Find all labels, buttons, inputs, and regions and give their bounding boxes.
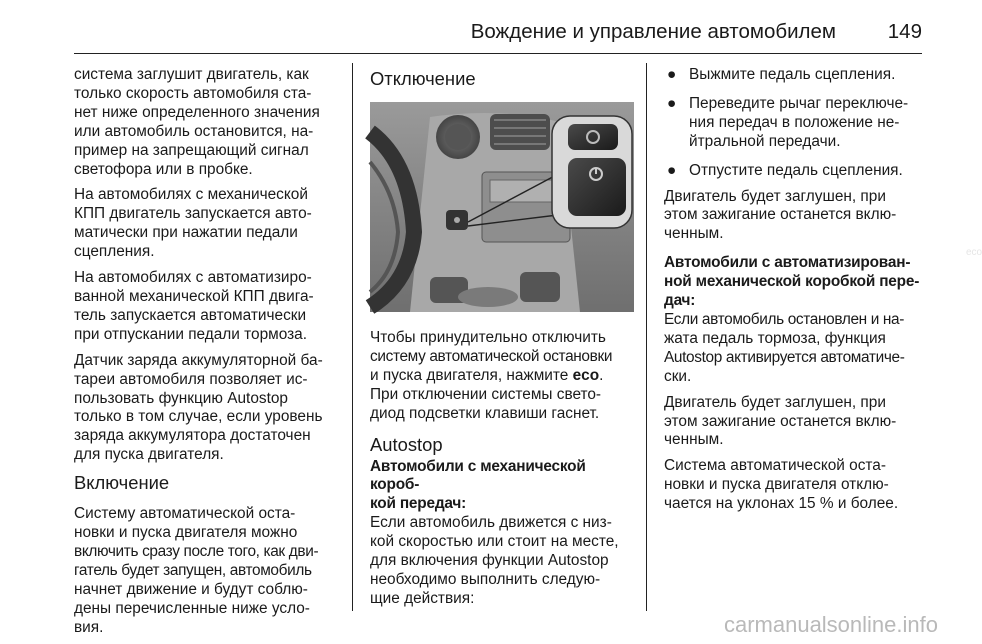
text-line: Двигатель будет заглушен, при — [664, 187, 886, 205]
column-divider — [646, 63, 647, 611]
text-line: Система автоматической оста- — [664, 457, 886, 475]
list-item — [664, 66, 928, 85]
text-line: кой скоростью или стоит на месте, — [370, 533, 619, 551]
section-heading-enable: Включение — [74, 472, 170, 494]
text-line: для пуска двигателя. — [74, 446, 224, 464]
text-line: ченным. — [664, 431, 724, 449]
text-line: матически при нажатии педали — [74, 224, 298, 242]
text-line: или автомобиль остановится, на- — [74, 122, 314, 140]
text-line: и пуска двигателя, нажмите — [370, 366, 573, 384]
text-line: заряда аккумулятора достаточен — [74, 427, 311, 445]
text-line: система заглушит двигатель, как — [74, 66, 309, 83]
text-line: ния передач в положение не- — [689, 113, 900, 131]
text-line: Отпустите педаль сцепления. — [689, 161, 903, 179]
text-line: пример на запрещающий сигнал — [74, 141, 309, 159]
bullet-icon: ● — [667, 66, 677, 83]
text-line: тель запускается автоматически — [74, 306, 307, 324]
text-line: кой передач: — [370, 495, 467, 513]
text-line: тареи автомобиля позволяет ис- — [74, 370, 308, 388]
text-line: необходимо выполнить следую- — [370, 570, 601, 588]
paragraph-battery-sensor — [74, 352, 346, 465]
text-line: йтральной передачи. — [689, 132, 841, 150]
paragraph-autostop-conditions — [370, 514, 634, 609]
bullet-icon: ● — [667, 94, 677, 112]
text-line: Переведите рычаг переключе- — [689, 94, 909, 112]
subheading-automated-gearbox — [664, 254, 928, 311]
paragraph-automated-activation — [664, 311, 928, 387]
text-line: дены перечисленные ниже усло- — [74, 599, 310, 617]
page-title: Вождение и управление автомобилем — [470, 20, 836, 43]
paragraph-enable — [74, 505, 346, 637]
column-1 — [74, 66, 346, 644]
text-line: новки и пуска двигателя отклю- — [664, 476, 889, 494]
column-divider — [352, 63, 353, 611]
column-3 — [664, 66, 928, 521]
text-line: ной механической коробкой пере- — [664, 273, 920, 291]
text-line: систему автоматической остановки — [370, 347, 613, 365]
text-line: только скорость автомобиля ста- — [74, 84, 312, 102]
text-line: этом зажигание останется вклю- — [664, 206, 897, 224]
eco-label: eco — [966, 247, 982, 258]
steps-list — [664, 66, 928, 181]
text-line: новки и пуска двигателя можно — [74, 524, 298, 542]
text-line: нет ниже определенного значения — [74, 103, 320, 121]
text-line: Автомобили с механической короб- — [370, 457, 586, 494]
punctuation: . — [599, 366, 604, 384]
text-line: Если автомобиль остановлен и на- — [664, 310, 905, 328]
list-item — [664, 95, 928, 152]
text-line: щие действия: — [370, 589, 475, 607]
text-line: ченным. — [664, 225, 724, 243]
text-line: вия. — [74, 618, 104, 636]
bullet-icon: ● — [667, 161, 677, 179]
text-line: жата педаль тормоза, функция — [664, 329, 886, 347]
text-line: только в том случае, если уровень — [74, 408, 323, 426]
text-line: Выжмите педаль сцепления. — [689, 66, 896, 83]
text-line: При отключении системы свето- — [370, 385, 602, 403]
text-line: пользовать функцию Autostop — [74, 389, 288, 407]
text-line: для включения функции Autostop — [370, 552, 609, 570]
text-line: при отпускании педали тормоза. — [74, 325, 307, 343]
text-line: чается на уклонах 15 % и более. — [664, 495, 899, 513]
paragraph-stop-conditions — [74, 66, 346, 179]
eco-button-ref: eco — [572, 366, 600, 384]
text-line: светофора или в пробке. — [74, 160, 253, 178]
text-line: На автомобилях с механической — [74, 186, 308, 204]
subheading-manual-gearbox — [370, 458, 634, 515]
text-line: Если автомобиль движется с низ- — [370, 514, 612, 532]
text-line: Систему автоматической оста- — [74, 505, 296, 523]
text-line: начнет движение и будут соблю- — [74, 580, 308, 598]
paragraph-slopes — [664, 457, 928, 514]
text-line: Датчик заряда аккумуляторной ба- — [74, 351, 323, 369]
section-heading-autostop: Autostop — [370, 433, 443, 455]
text-line: сцепления. — [74, 243, 155, 261]
text-line: Двигатель будет заглушен, при — [664, 393, 886, 411]
text-line: КПП двигатель запускается авто- — [74, 205, 312, 223]
paragraph-automated-gearbox — [74, 269, 346, 345]
paragraph-disable — [370, 329, 634, 424]
page-header — [0, 0, 960, 54]
text-line: включить сразу после того, как дви- — [74, 542, 319, 560]
text-line: ванной механической КПП двига- — [74, 287, 314, 305]
text-line: дач: — [664, 292, 696, 310]
paragraph-engine-stopped — [664, 188, 928, 245]
eco-button-illustration — [370, 102, 634, 312]
text-line: Автомобили с автоматизирован- — [664, 254, 911, 272]
text-line: ски. — [664, 367, 692, 385]
section-heading-disable: Отключение — [370, 68, 476, 89]
text-line: Autostop активируется автоматиче- — [664, 348, 905, 366]
text-line: На автомобилях с автоматизиро- — [74, 269, 312, 287]
header-rule — [74, 53, 922, 54]
page-number: 149 — [887, 20, 922, 43]
watermark: carmanualsonline.info — [723, 612, 938, 637]
paragraph-manual-gearbox — [74, 186, 346, 262]
text-line: Чтобы принудительно отключить — [370, 329, 606, 346]
text-line: диод подсветки клавиши гаснет. — [370, 404, 600, 422]
paragraph-engine-stopped-2 — [664, 394, 928, 451]
text-line: этом зажигание останется вклю- — [664, 412, 897, 430]
list-item — [664, 162, 928, 181]
text-line: гатель будет запущен, автомобиль — [74, 561, 312, 579]
